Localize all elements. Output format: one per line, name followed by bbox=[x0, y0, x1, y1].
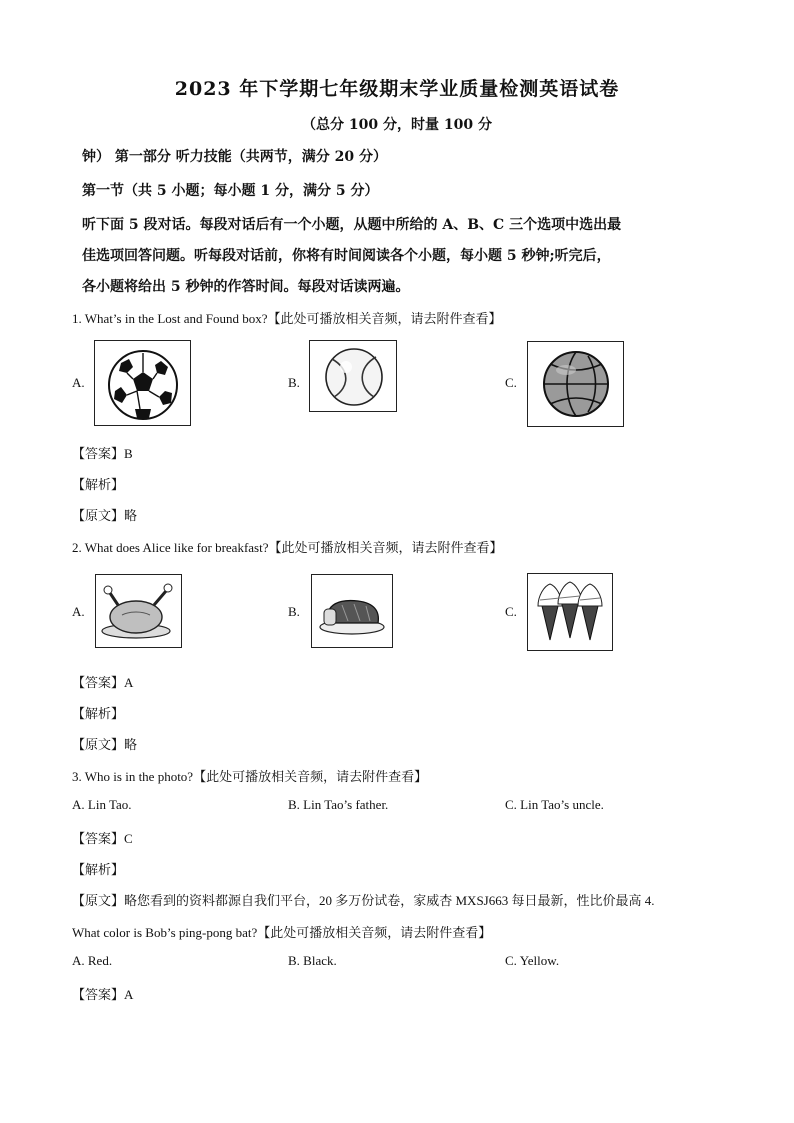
question-2: 2. What does Alice like for breakfast?【此处可播放相关音频，请去附件查看】 bbox=[72, 540, 503, 555]
q2-analysis: 【解析】 bbox=[72, 706, 125, 721]
instruction-line-2: 佳选项回答问题。听每段对话前，你将有时间阅读各个小题，每小题 5 秒钟;听完后， bbox=[82, 248, 611, 264]
q3-analysis: 【解析】 bbox=[72, 862, 125, 877]
ice-cream-icon bbox=[527, 573, 613, 651]
soccer-ball-icon bbox=[94, 340, 191, 426]
instruction-line-1: 听下面 5 段对话。每段对话后有一个小题，从题中所给的 A、B、C 三个选项中选出最 bbox=[82, 217, 622, 233]
q3-original: 【原文】略您看到的资料都源自我们平台，20 多万份试卷，家威杏 MXSJ663 每日最新，性比价最高 4. bbox=[72, 893, 655, 908]
part-one-heading: 钟） 第一部分 听力技能（共两节，满分 20 分） bbox=[82, 149, 387, 165]
exam-title: 2023 年下学期七年级期末学业质量检测英语试卷 bbox=[174, 78, 620, 100]
q2-original: 【原文】略 bbox=[72, 737, 138, 752]
q1-answer: 【答案】B bbox=[72, 446, 133, 461]
question-4: What color is Bob’s ping-pong bat?【此处可播放相关音频，请去附件查看】 bbox=[72, 925, 492, 940]
bread-icon bbox=[311, 574, 393, 648]
q1-original: 【原文】略 bbox=[72, 508, 138, 523]
exam-subtitle: （总分 100 分，时量 100 分 bbox=[302, 117, 492, 133]
q2-option-c-label: C. bbox=[505, 604, 517, 619]
q1-option-a-label: A. bbox=[72, 375, 85, 390]
q3-answer: 【答案】C bbox=[72, 831, 133, 846]
q4-option-a: A. Red. bbox=[72, 953, 113, 968]
basketball-icon bbox=[527, 341, 624, 427]
q3-option-b: B. Lin Tao’s father. bbox=[288, 797, 389, 812]
q1-option-b-label: B. bbox=[288, 375, 300, 390]
q2-option-b-label: B. bbox=[288, 604, 300, 619]
q4-option-c: C. Yellow. bbox=[505, 953, 560, 968]
q4-answer: 【答案】A bbox=[72, 987, 134, 1002]
q3-option-c: C. Lin Tao’s uncle. bbox=[505, 797, 604, 812]
question-3: 3. Who is in the photo?【此处可播放相关音频，请去附件查看】 bbox=[72, 769, 428, 784]
section-one-heading: 第一节（共 5 小题；每小题 1 分，满分 5 分） bbox=[82, 183, 379, 199]
q1-option-c-label: C. bbox=[505, 375, 517, 390]
q3-option-a: A. Lin Tao. bbox=[72, 797, 132, 812]
question-1: 1. What’s in the Lost and Found box?【此处可播放相关音频，请去附件查看】 bbox=[72, 311, 502, 326]
tennis-ball-icon bbox=[309, 340, 397, 412]
roast-chicken-icon bbox=[95, 574, 182, 648]
q4-option-b: B. Black. bbox=[288, 953, 337, 968]
q2-option-a-label: A. bbox=[72, 604, 85, 619]
q2-answer: 【答案】A bbox=[72, 675, 134, 690]
instruction-line-3: 各小题将给出 5 秒钟的作答时间。每段对话读两遍。 bbox=[82, 279, 410, 295]
q1-analysis: 【解析】 bbox=[72, 477, 125, 492]
